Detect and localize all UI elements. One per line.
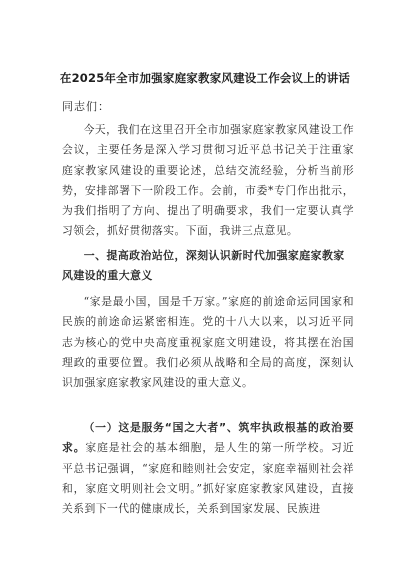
greeting: 同志们： (62, 100, 110, 113)
subsection-body-1: 家庭是社会的基本细胞，是人生的第一所学校。习近平总书记强调，“家庭和睦则社会安定，家庭幸福则社会祥和，家庭文明则社会文明。”抓好家庭家教家风建设，直接关系到下一代的健康成长，关系到国家发展、民族进 (62, 441, 354, 516)
paragraph-intro: 今天，我们在这里召开全市加强家庭家教家风建设工作会议，主要任务是深入学习贯彻习近平总书记关于注重家庭家教家风建设的重要论述，总结交流经验，分析当前形势，安排部署下一阶段工作。会前，市委*专门作出批示，为我们指明了方向、提出了明确要求，我们一定要认真学习领会，抓好贯彻落实。下面，我讲三点意见。 (62, 123, 354, 238)
paragraph-significance: “家是最小国，国是千万家。”家庭的前途命运同国家和民族的前途命运紧密相连。党的十八大以来，以习近平同志为核心的党中央高度重视家庭文明建设，将其摆在治国理政的重要位置。我们必须从战略和全局的高度，深刻认识加强家庭家教家风建设的重大意义。 (62, 295, 354, 390)
document-title: 在2025年全市加强家庭家教家风建设工作会议上的讲话 (59, 71, 351, 85)
paragraph-subsection-1 (62, 418, 354, 519)
subsection-heading-1: （一）这是服务“国之大者”、筑牢执政根基的政治要求。 (62, 421, 354, 455)
section-heading-1: 一、提高政治站位，深刻认识新时代加强家庭家教家风建设的重大意义 (62, 249, 345, 283)
